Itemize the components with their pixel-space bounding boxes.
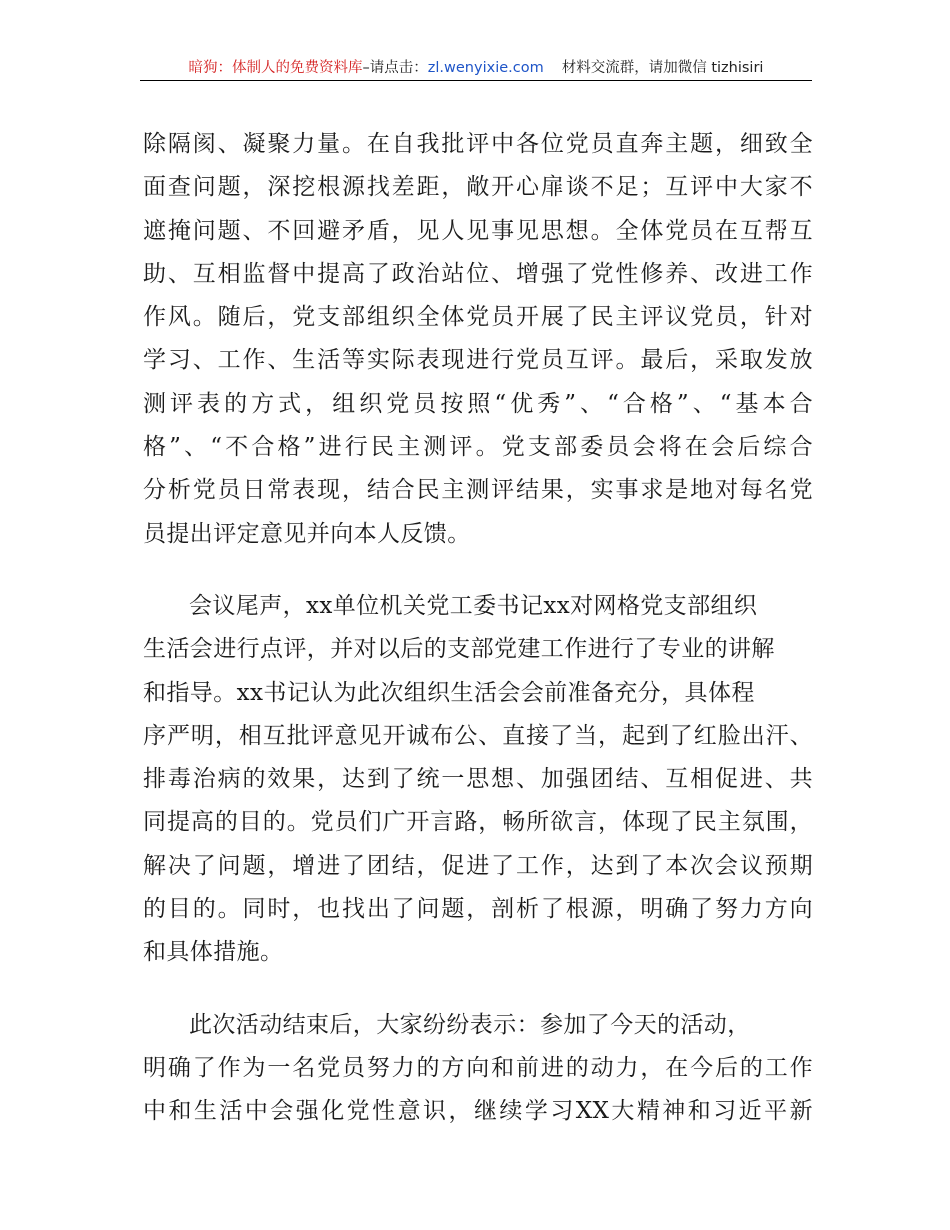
text-line: 测评表的方式，组织党员按照“优秀”、“合格”、“基本合: [143, 390, 813, 417]
text-line: 明确了作为一名党员努力的方向和前进的动力，在今后的工作: [143, 1054, 813, 1081]
text-line: 的目的。同时，也找出了问题，剖析了根源，明确了努力方向: [143, 896, 813, 923]
text-line: 序严明，相互批评意见开诚布公、直接了当，起到了红脸出汗、: [143, 722, 813, 749]
text-line: 作风。随后，党支部组织全体党员开展了民主评议党员，针对: [143, 304, 813, 331]
text-line: 员提出评定意见并向本人反馈。: [143, 520, 471, 547]
header-contact: 材料交流群，请加微信 tizhisiri: [561, 60, 764, 76]
text-line: 排毒治病的效果，达到了统一思想、加强团结、互相促进、共: [143, 766, 813, 793]
text-line: 生活会进行点评，并对以后的支部党建工作进行了专业的讲解: [143, 636, 775, 663]
text-line: 此次活动结束后，大家纷纷表示：参加了今天的活动，: [189, 1011, 751, 1038]
text-line: 分析党员日常表现，结合民主测评结果，实事求是地对每名党: [143, 477, 813, 504]
text-line: 会议尾声，xx单位机关党工委书记xx对网格党支部组织: [189, 592, 758, 619]
text-line: 同提高的目的。党员们广开言路，畅所欲言，体现了民主氛围，: [143, 809, 813, 836]
paragraph-3: [143, 1004, 813, 1134]
page-header: [140, 58, 812, 81]
text-line: 格”、“不合格”进行民主测评。党支部委员会将在会后综合: [143, 434, 813, 461]
text-line: 和指导。xx书记认为此次组织生活会会前准备充分，具体程: [143, 679, 755, 706]
document-body: [143, 123, 813, 1134]
text-line: 助、互相监督中提高了政治站位、增强了党性修养、改进工作: [143, 260, 813, 287]
paragraph-2: [143, 585, 813, 975]
text-line: 学习、工作、生活等实际表现进行党员互评。最后，采取发放: [143, 347, 813, 374]
text-line: 除隔阂、凝聚力量。在自我批评中各位党员直奔主题，细致全: [143, 131, 813, 157]
header-separator: –请点击：: [362, 60, 428, 76]
header-brand[interactable]: 暗狗：体制人的免费资料库: [188, 60, 363, 76]
paragraph-1: [143, 123, 813, 556]
text-line: 中和生活中会强化党性意识，继续学习XX大精神和习近平新: [143, 1098, 813, 1125]
text-line: 解决了问题，增进了团结，促进了工作，达到了本次会议预期: [143, 852, 813, 879]
text-line: 面查问题，深挖根源找差距，敞开心扉谈不足；互评中大家不: [143, 174, 813, 201]
text-line: 遮掩问题、不回避矛盾，见人见事见思想。全体党员在互帮互: [143, 217, 813, 244]
text-line: 和具体措施。: [143, 939, 284, 966]
header-url-link[interactable]: zl.wenyixie.com: [427, 60, 544, 76]
